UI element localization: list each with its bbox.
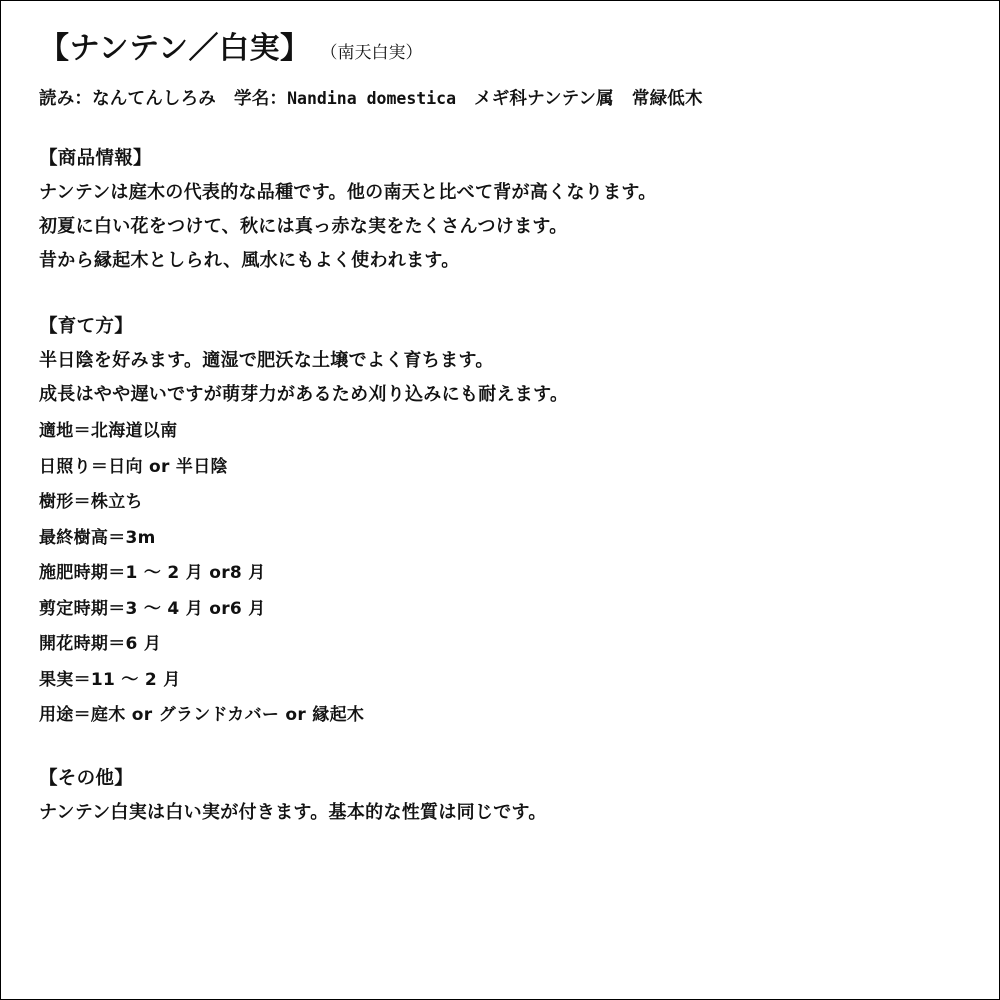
science-value: Nandina domestica bbox=[287, 89, 457, 108]
spec-item-pruning-period: 剪定時期＝3 〜 4 月 or6 月 bbox=[39, 598, 266, 619]
page-title-sub: （南天白実） bbox=[320, 43, 423, 63]
section-heading: 【商品情報】 bbox=[39, 148, 152, 169]
section-line: 昔から縁起木としられ、風水にもよく使われます。 bbox=[39, 250, 460, 271]
page-title bbox=[39, 23, 969, 69]
section-line: 成長はやや遅いですが萌芽力があるため刈り込みにも耐えます。 bbox=[39, 384, 569, 405]
type-value: 常緑低木 bbox=[631, 89, 703, 109]
section-other bbox=[39, 764, 969, 830]
section-line: 初夏に白い花をつけて、秋には真っ赤な実をたくさんつけます。 bbox=[39, 216, 568, 237]
spec-item-fertilize-period: 施肥時期＝1 〜 2 月 or8 月 bbox=[39, 563, 266, 583]
section-heading: 【その他】 bbox=[39, 767, 134, 789]
spec-item-form: 樹形＝株立ち bbox=[39, 492, 143, 512]
section-line: 半日陰を好みます。適湿で肥沃な土壌でよく育ちます。 bbox=[39, 350, 494, 371]
science-label: 学名： bbox=[234, 89, 288, 109]
document-content bbox=[39, 23, 969, 830]
spec-item-sunlight: 日照り＝日向 or 半日陰 bbox=[39, 456, 228, 477]
spec-item-fruit-period: 果実＝11 〜 2 月 bbox=[39, 669, 181, 690]
plant-meta-line bbox=[39, 85, 969, 110]
spec-item-final-height: 最終樹高＝3m bbox=[39, 527, 156, 548]
section-line: ナンテン白実は白い実が付きます。基本的な性質は同じです。 bbox=[39, 801, 547, 823]
family-value: メギ科ナンテン属 bbox=[474, 89, 614, 109]
page-title-main: 【ナンテン／白実】 bbox=[39, 31, 311, 66]
reading-label: 読み： bbox=[39, 89, 93, 109]
section-heading: 【育て方】 bbox=[39, 316, 134, 337]
section-line: ナンテンは庭木の代表的な品種です。他の南天と比べて背が高くなります。 bbox=[39, 182, 657, 203]
section-product-info bbox=[39, 144, 969, 278]
spec-list bbox=[39, 414, 969, 734]
spec-item-region: 適地＝北海道以南 bbox=[39, 421, 178, 441]
spec-item-flowering-period: 開花時期＝6 月 bbox=[39, 634, 162, 654]
reading-value: なんてんしろみ bbox=[92, 89, 217, 109]
section-growing-guide bbox=[39, 312, 969, 734]
spec-item-usage: 用途＝庭木 or グランドカバー or 縁起木 bbox=[39, 705, 365, 725]
